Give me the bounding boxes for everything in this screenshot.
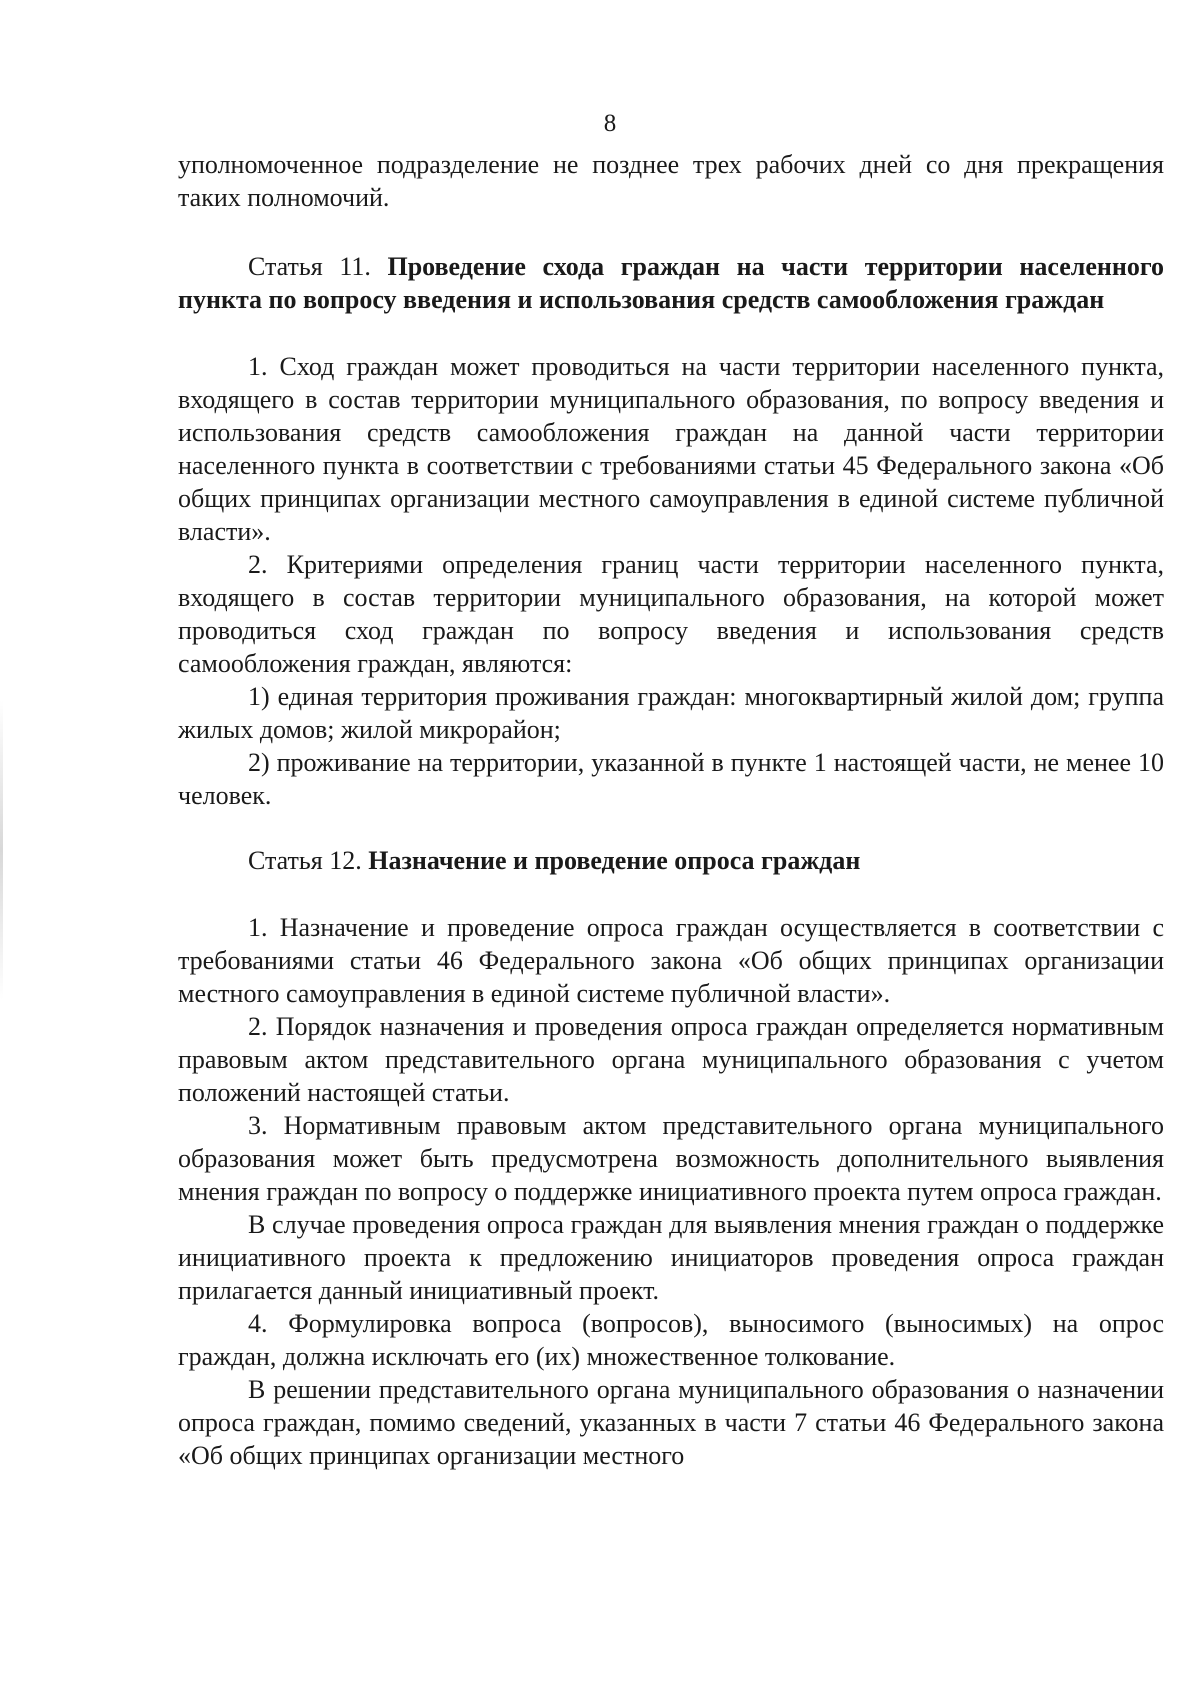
article-11-paragraph-2: 2. Критериями определения границ части территории населенного пункта, входящего в состав территории муниципального образования, на которой может проводиться сход граждан по вопросу введения и использования средств самообложения граждан, являются: — [178, 550, 1164, 678]
article-12-paragraph-4: 4. Формулировка вопроса (вопросов), выносимого (выносимых) на опрос граждан, должна исключать его (их) множественное толкование. — [178, 1309, 1164, 1371]
article-12-label: Статья 12. — [248, 846, 362, 875]
article-11-paragraph-1: 1. Сход граждан может проводиться на части территории населенного пункта, входящего в состав территории муниципального образования, по вопросу введения и использования средств самообложения граждан на данной части территории населенного пункта в соответствии с требованиями статьи 45 Федерального закона «Об общих принципах организации местного самоуправления в единой системе публичной власти». — [178, 352, 1164, 546]
article-12-paragraph-3b: В случае проведения опроса граждан для выявления мнения граждан о поддержке инициативного проекта к предложению инициаторов проведения опроса граждан прилагается данный инициативный проект. — [178, 1210, 1164, 1305]
paragraph-continuation: уполномоченное подразделение не позднее трех рабочих дней со дня прекращения таких полномочий. — [178, 150, 1164, 212]
article-12-paragraph-4b: В решении представительного органа муниципального образования о назначении опроса граждан, помимо сведений, указанных в части 7 статьи 46 Федерального закона «Об общих принципах организации местного — [178, 1375, 1164, 1470]
article-11-item-1: 1) единая территория проживания граждан: многоквартирный жилой дом; группа жилых домов; жилой микрорайон; — [178, 682, 1164, 744]
article-12-paragraph-1: 1. Назначение и проведение опроса граждан осуществляется в соответствии с требованиями статьи 46 Федерального закона «Об общих принципах организации местного самоуправления в единой системе публичной власти». — [178, 913, 1164, 1008]
scan-edge-shadow — [0, 700, 3, 1000]
article-11-item-2: 2) проживание на территории, указанной в пункте 1 настоящей части, не менее 10 человек. — [178, 748, 1164, 810]
article-11-title: Проведение схода граждан на части территории населенного пункта по вопросу введения и использования средств самообложения граждан — [178, 252, 1165, 314]
article-11-heading — [178, 250, 1164, 316]
document-body — [178, 148, 1164, 1472]
article-12-heading — [178, 844, 1164, 877]
article-12-paragraph-3: 3. Нормативным правовым актом представительного органа муниципального образования может быть предусмотрена возможность дополнительного выявления мнения граждан по вопросу о поддержке инициативного проекта путем опроса граждан. — [178, 1111, 1164, 1206]
article-12-title: Назначение и проведение опроса граждан — [368, 846, 861, 875]
page-number: 8 — [603, 110, 617, 137]
article-11-label: Статья 11. — [248, 252, 371, 281]
article-12-paragraph-2: 2. Порядок назначения и проведения опроса граждан определяется нормативным правовым актом представительного органа муниципального образования с учетом положений настоящей статьи. — [178, 1012, 1164, 1107]
